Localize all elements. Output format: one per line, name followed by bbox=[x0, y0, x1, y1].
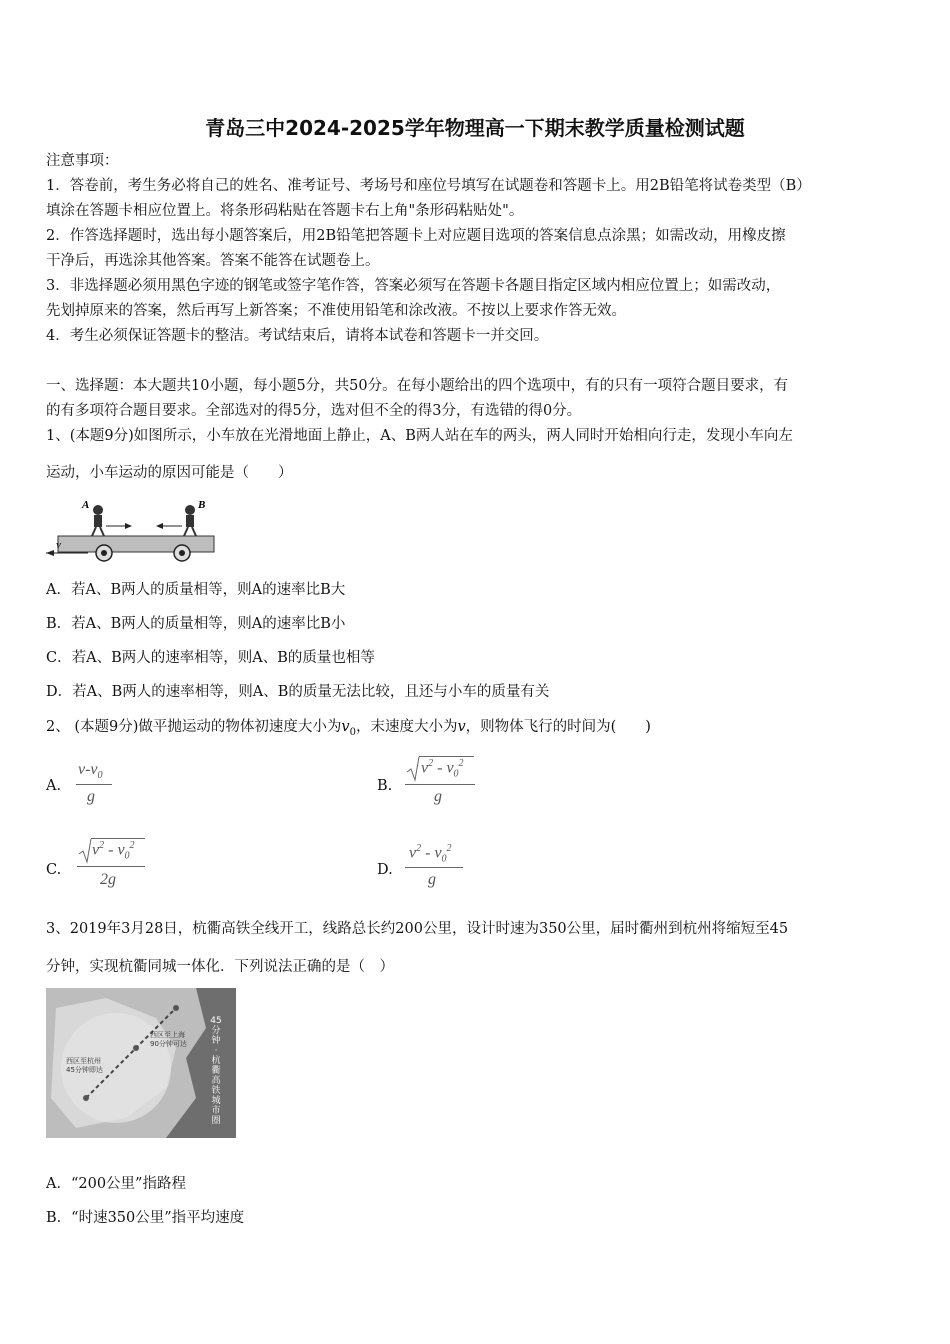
q3-stem: 分钟，实现杭衢同城一体化．下列说法正确的是（ ） bbox=[46, 959, 394, 975]
note-line: 干净后，再选涂其他答案。答案不能答在试题卷上。 bbox=[46, 253, 380, 269]
note-line: 2．作答选择题时，选出每小题答案后，用2B铅笔把答题卡上对应题目选项的答案信息点涂黑；如需改动，用橡皮擦 bbox=[46, 228, 786, 244]
map-vertical-title: 45 分 钟 · 杭 衢 高 铁 城 市 圈 bbox=[210, 1016, 222, 1126]
map-label: 西区至杭州 bbox=[66, 1057, 101, 1065]
q3-stem: 3、2019年3月28日，杭衢高铁全线开工，线路总长约200公里，设计时速为350公里，届时衢州到杭州将缩短至45 bbox=[46, 921, 789, 937]
q2-option-b-label: B. bbox=[377, 778, 393, 794]
q3-option-b: B．“时速350公里”指平均速度 bbox=[46, 1210, 245, 1226]
q1-stem: 1、(本题9分)如图所示，小车放在光滑地面上静止，A、B两人站在车的两头，两人同时开始相向行走，发现小车向左 bbox=[46, 428, 793, 444]
note-line: 1．答卷前，考生务必将自己的姓名、准考证号、考场号和座位号填写在试题卷和答题卡上。用2B铅笔将试卷类型（B） bbox=[46, 178, 811, 194]
q3-option-a: A．“200公里”指路程 bbox=[46, 1176, 186, 1192]
note-line: 先划掉原来的答案，然后再写上新答案；不准使用铅笔和涂改液。不按以上要求作答无效。 bbox=[46, 303, 626, 319]
person-b bbox=[184, 505, 196, 536]
velocity-label: v bbox=[56, 539, 61, 551]
q1-option-b: B．若A、B两人的质量相等，则A的速率比B小 bbox=[46, 616, 346, 632]
cart-figure bbox=[46, 496, 218, 564]
cart-body bbox=[58, 536, 214, 552]
q2-option-d-label: D. bbox=[377, 862, 393, 878]
q1-option-a: A．若A、B两人的质量相等，则A的速率比B大 bbox=[46, 582, 346, 598]
person-b-label: B bbox=[198, 499, 206, 511]
q1-option-d: D．若A、B两人的速率相等，则A、B的质量无法比较，且还与小车的质量有关 bbox=[46, 684, 550, 700]
section-intro: 一、选择题：本大题共10小题，每小题5分，共50分。在每小题给出的四个选项中，有的只有一项符合题目要求，有 bbox=[46, 378, 789, 394]
q1-stem: 运动，小车运动的原因可能是（ ） bbox=[46, 465, 293, 481]
map-label: 45分钟即达 bbox=[66, 1066, 103, 1074]
map-label: 西区至上海 bbox=[150, 1031, 185, 1039]
note-line: 3．非选择题必须用黑色字迹的钢笔或签字笔作答，答案必须写在答题卡各题目指定区域内相应位置上；如需改动， bbox=[46, 278, 781, 294]
q2-option-a-label: A. bbox=[46, 778, 62, 794]
section-intro: 的有多项符合题目要求。全部选对的得5分，选对但不全的得3分，有选错的得0分。 bbox=[46, 403, 582, 419]
page-title: 青岛三中2024-2025学年物理高一下期末教学质量检测试题 bbox=[205, 116, 745, 140]
note-line: 4．考生必须保证答题卡的整洁。考试结束后，请将本试卷和答题卡一并交回。 bbox=[46, 328, 549, 344]
map-label: 90分钟可达 bbox=[150, 1040, 187, 1048]
railway-map bbox=[46, 988, 236, 1138]
person-a bbox=[92, 505, 104, 536]
notes-heading: 注意事项： bbox=[46, 153, 119, 169]
q1-option-c: C．若A、B两人的速率相等，则A、B的质量也相等 bbox=[46, 650, 375, 666]
person-a-label: A bbox=[82, 499, 90, 511]
note-line: 填涂在答题卡相应位置上。将条形码粘贴在答题卡右上角"条形码粘贴处"。 bbox=[46, 203, 524, 219]
q2-option-c-label: C. bbox=[46, 862, 62, 878]
q2-stem: 2、 (本题9分)做平抛运动的物体初速度大小为$v_0$，末速度大小为v，则物体飞行的时间为( ) bbox=[46, 719, 651, 738]
